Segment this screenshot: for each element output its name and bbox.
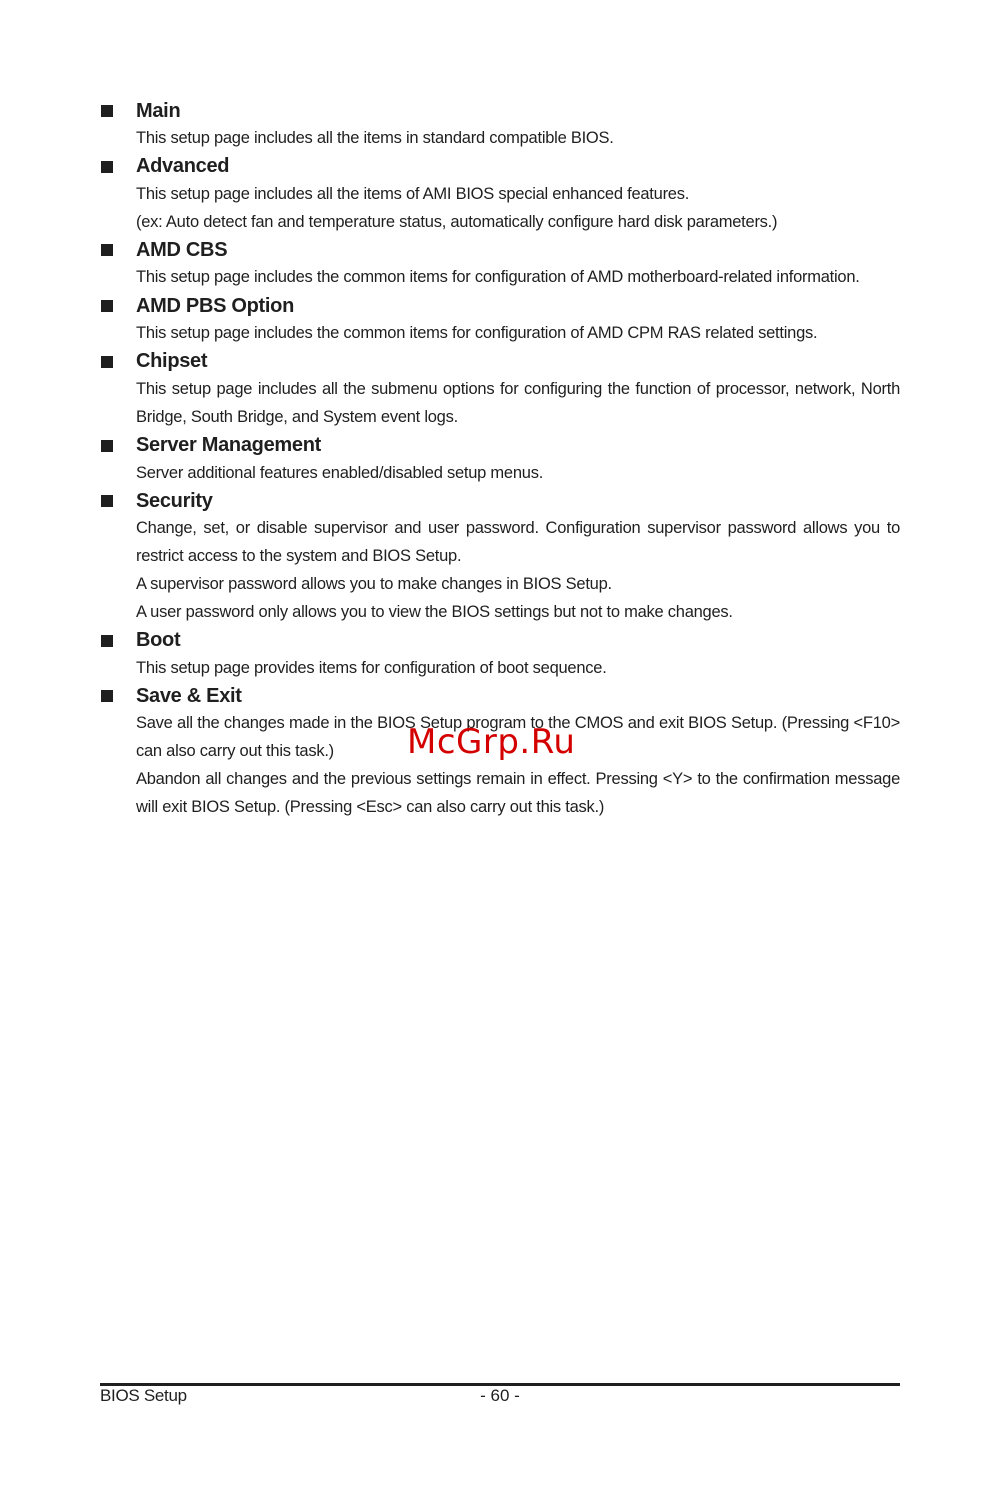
section-amd-pbs-option xyxy=(100,292,900,348)
black-square-icon xyxy=(101,244,113,256)
footer-page-number: - 60 - xyxy=(480,1386,520,1405)
section-title: Server Management xyxy=(136,434,321,457)
section-heading xyxy=(100,487,900,515)
black-square-icon xyxy=(101,300,113,312)
section-server-management xyxy=(100,432,900,488)
section-paragraph: Change, set, or disable supervisor and user password. Configuration supervisor password allows you to restrict access to the system and BIOS Setup. xyxy=(136,519,900,566)
section-heading xyxy=(100,292,900,320)
section-paragraph: This setup page includes the common items for configuration of AMD CPM RAS related settings. xyxy=(136,324,818,343)
section-paragraph: This setup page includes all the items of AMI BIOS special enhanced features. xyxy=(136,184,690,203)
section-main xyxy=(100,97,900,153)
section-paragraph: This setup page includes all the items in standard compatible BIOS. xyxy=(136,129,614,147)
black-square-icon xyxy=(101,161,113,173)
section-title: Advanced xyxy=(136,155,230,178)
section-heading xyxy=(100,97,900,125)
section-title: AMD CBS xyxy=(136,238,228,261)
section-heading xyxy=(100,348,900,376)
section-security xyxy=(100,487,900,626)
black-square-icon xyxy=(101,105,113,117)
section-title: Security xyxy=(136,489,213,512)
section-title: Chipset xyxy=(136,350,208,373)
section-heading xyxy=(100,236,900,264)
watermark: McGrp.Ru xyxy=(407,722,576,762)
black-square-icon xyxy=(101,635,113,647)
section-heading xyxy=(100,432,900,460)
section-paragraph: Abandon all changes and the previous settings remain in effect. Pressing <Y> to the confirmation message will exit BIOS Setup. (Pressing <Esc> can also carry out this task.) xyxy=(136,769,900,816)
section-heading xyxy=(100,627,900,655)
section-paragraph: This setup page provides items for configuration of boot sequence. xyxy=(136,658,607,677)
section-title: Main xyxy=(136,99,181,122)
section-amd-cbs xyxy=(100,236,900,292)
section-paragraph: Save all the changes made in the BIOS Setup program to the CMOS and exit BIOS Setup. (Pressing <F10> can also carry out this task.) xyxy=(136,714,900,761)
black-square-icon xyxy=(101,356,113,368)
section-boot xyxy=(100,627,900,683)
section-heading xyxy=(100,153,900,181)
section-paragraph: (ex: Auto detect fan and temperature status, automatically configure hard disk parameters.) xyxy=(136,212,778,231)
section-chipset xyxy=(100,348,900,432)
section-heading xyxy=(100,682,900,710)
content xyxy=(100,97,900,822)
section-paragraph: A user password only allows you to view the BIOS settings but not to make changes. xyxy=(136,602,733,621)
section-paragraph: This setup page includes all the submenu options for configuring the function of processor, network, North Bridge, South Bridge, and System event logs. xyxy=(136,379,900,426)
section-paragraph: Server additional features enabled/disabled setup menus. xyxy=(136,463,544,482)
section-advanced xyxy=(100,153,900,237)
footer-chapter-title: BIOS Setup xyxy=(100,1386,187,1405)
section-title: AMD PBS Option xyxy=(136,294,295,317)
section-title: Boot xyxy=(136,629,181,652)
section-title: Save & Exit xyxy=(136,684,242,707)
black-square-icon xyxy=(101,495,113,507)
black-square-icon xyxy=(101,690,113,702)
section-paragraph: This setup page includes the common items for configuration of AMD motherboard-related information. xyxy=(136,268,860,287)
section-paragraph: A supervisor password allows you to make changes in BIOS Setup. xyxy=(136,574,612,593)
black-square-icon xyxy=(101,440,113,452)
